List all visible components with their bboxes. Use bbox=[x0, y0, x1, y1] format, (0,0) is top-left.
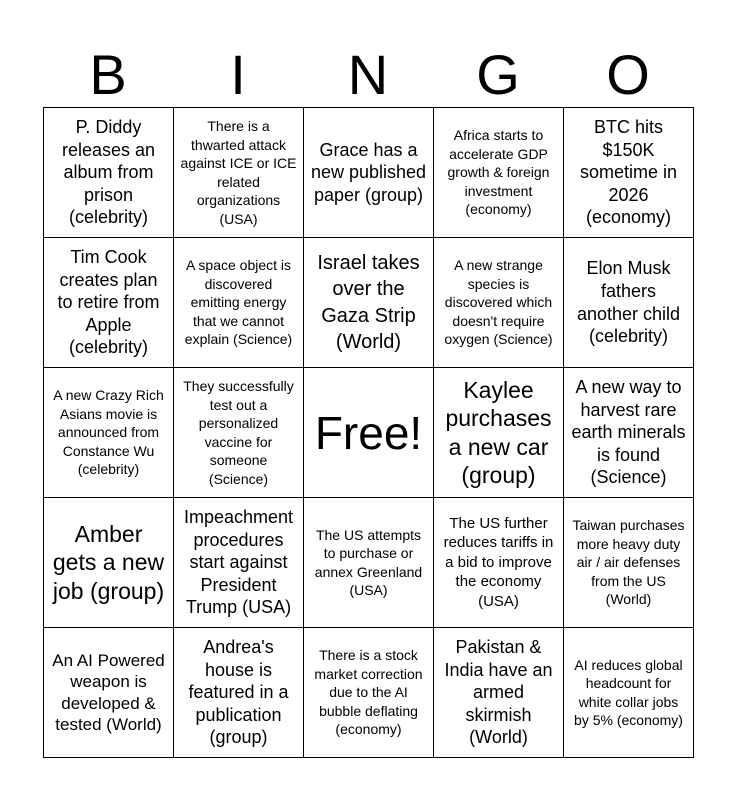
cell-text: An AI Powered weapon is developed & tested (World) bbox=[52, 650, 165, 734]
bingo-cell-r1c2[interactable] bbox=[174, 108, 304, 238]
free-space-text: Free! bbox=[314, 406, 423, 459]
bingo-cell-r2c4[interactable] bbox=[434, 238, 564, 368]
bingo-cell-r3c4[interactable] bbox=[434, 368, 564, 498]
cell-text: P. Diddy releases an album from prison (celebrity) bbox=[61, 117, 156, 228]
cell-text: BTC hits $150K sometime in 2026 (economy) bbox=[579, 117, 678, 228]
header-letter-i: I bbox=[230, 43, 246, 106]
cell-text: Elon Musk fathers another child (celebrity) bbox=[576, 258, 681, 347]
bingo-cell-r2c2[interactable] bbox=[174, 238, 304, 368]
header-letter-n: N bbox=[347, 43, 389, 106]
cell-text: Tim Cook creates plan to retire from Apple (celebrity) bbox=[57, 247, 160, 358]
bingo-cell-r1c3[interactable] bbox=[304, 108, 434, 238]
cell-text: A new way to harvest rare earth minerals is found (Science) bbox=[571, 377, 686, 488]
cell-text: There is a thwarted attack against ICE or ICE related organizations (USA) bbox=[180, 118, 297, 227]
bingo-cell-r4c2[interactable] bbox=[174, 498, 304, 628]
bingo-cell-r3c2[interactable] bbox=[174, 368, 304, 498]
cell-text: Grace has a new published paper (group) bbox=[310, 139, 427, 205]
bingo-cell-r2c5[interactable] bbox=[564, 238, 694, 368]
cell-text: Andrea's house is featured in a publication (group) bbox=[188, 637, 289, 748]
bingo-cell-r3c1[interactable] bbox=[44, 368, 174, 498]
bingo-cell-r4c3[interactable] bbox=[304, 498, 434, 628]
cell-text: Kaylee purchases a new car (group) bbox=[445, 376, 552, 488]
bingo-cell-r5c3[interactable] bbox=[304, 628, 434, 758]
cell-text: Pakistan & India have an armed skirmish (World) bbox=[444, 637, 553, 748]
cell-text: Amber gets a new job (group) bbox=[52, 520, 165, 604]
cell-text: A new Crazy Rich Asians movie is announced from Constance Wu (celebrity) bbox=[53, 387, 164, 478]
header-letter-g: G bbox=[476, 43, 520, 106]
bingo-cell-r4c5[interactable] bbox=[564, 498, 694, 628]
cell-text: Africa starts to accelerate GDP growth & foreign investment (economy) bbox=[447, 127, 550, 218]
cell-text: A space object is discovered emitting energy that we cannot explain (Science) bbox=[184, 257, 293, 348]
bingo-cell-r5c1[interactable] bbox=[44, 628, 174, 758]
bingo-cell-r3c5[interactable] bbox=[564, 368, 694, 498]
bingo-cell-r1c4[interactable] bbox=[434, 108, 564, 238]
header-letter-b: B bbox=[89, 43, 127, 106]
cell-text: The US attempts to purchase or annex Greenland (USA) bbox=[314, 526, 423, 598]
cell-text: Impeachment procedures start against President Trump (USA) bbox=[183, 507, 294, 618]
bingo-cell-r2c3[interactable] bbox=[304, 238, 434, 368]
cell-text: A new strange species is discovered which doesn't require oxygen (Science) bbox=[444, 257, 553, 348]
bingo-cell-r5c5[interactable] bbox=[564, 628, 694, 758]
bingo-cell-r5c4[interactable] bbox=[434, 628, 564, 758]
bingo-grid bbox=[43, 107, 694, 758]
cell-text: AI reduces global headcount for white collar jobs by 5% (economy) bbox=[574, 656, 683, 728]
cell-text: Taiwan purchases more heavy duty air / air defenses from the US (World) bbox=[572, 517, 685, 608]
bingo-cell-r4c1[interactable] bbox=[44, 498, 174, 628]
cell-text: The US further reduces tariffs in a bid to improve the economy (USA) bbox=[443, 514, 554, 610]
bingo-header bbox=[43, 44, 693, 106]
cell-text: Israel takes over the Gaza Strip (World) bbox=[317, 251, 420, 353]
cell-text: They successfully test out a personalized vaccine for someone (Science) bbox=[183, 378, 294, 487]
bingo-cell-r1c1[interactable] bbox=[44, 108, 174, 238]
header-letter-o: O bbox=[606, 43, 650, 106]
bingo-cell-r1c5[interactable] bbox=[564, 108, 694, 238]
bingo-cell-r4c4[interactable] bbox=[434, 498, 564, 628]
bingo-cell-r2c1[interactable] bbox=[44, 238, 174, 368]
bingo-cell-free[interactable] bbox=[304, 368, 434, 498]
cell-text: There is a stock market correction due to the AI bubble deflating (economy) bbox=[314, 647, 423, 738]
bingo-cell-r5c2[interactable] bbox=[174, 628, 304, 758]
